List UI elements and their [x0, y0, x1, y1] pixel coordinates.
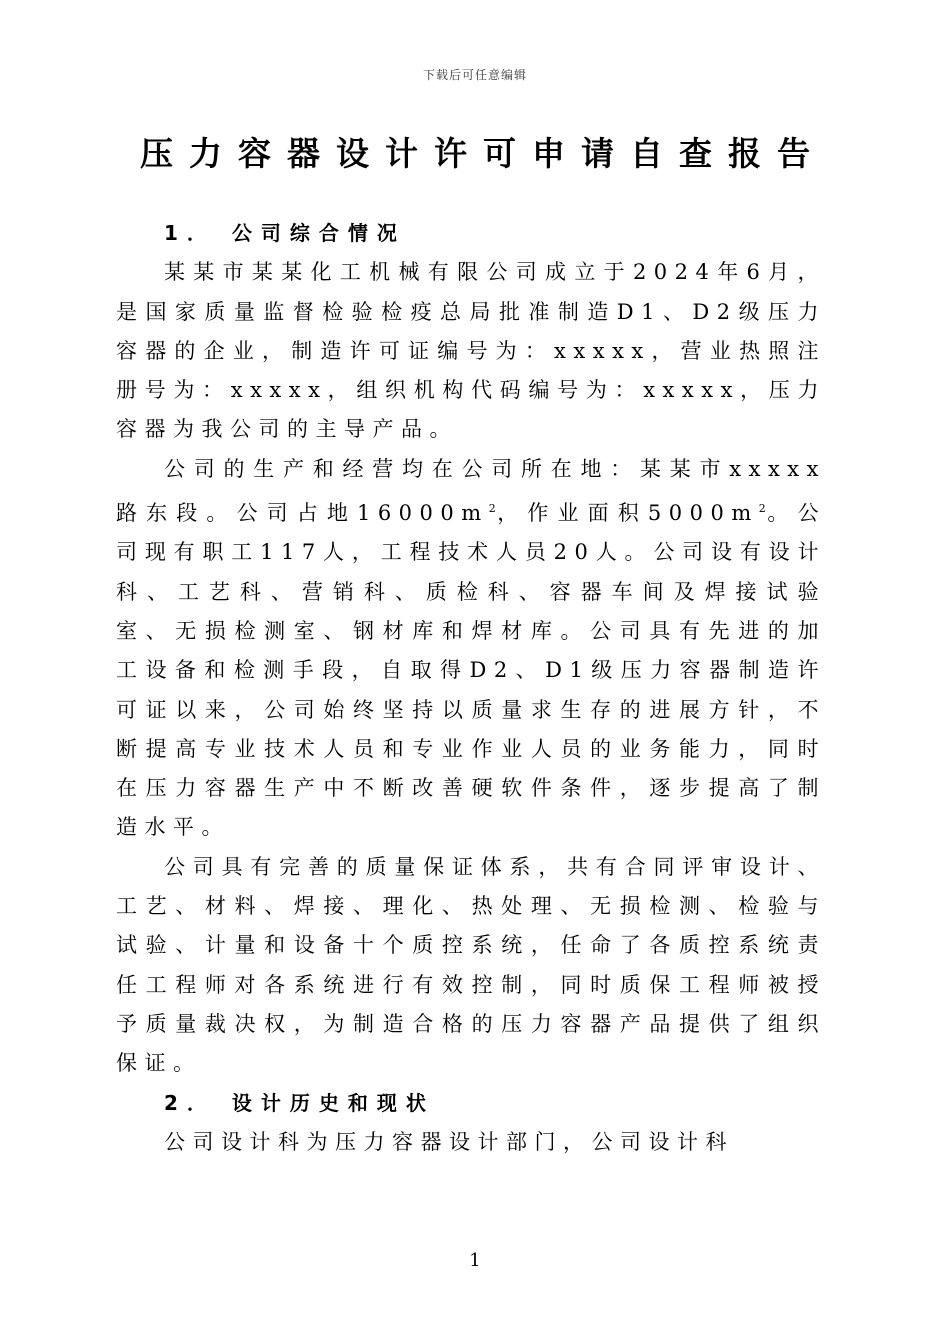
- document-body: [116, 214, 826, 1162]
- paragraph-2-text-c: 。公司现有职工117人，工程技术人员20人。公司设有设计科、工艺科、营销科、质检科、容器车间及焊接试验室、无损检测室、钢材库和焊材库。公司具有先进的加工设备和检测手段，自取得D2、D1级压力容器制造许可证以来，公司始终坚持以质量求生存的进展方针，不断提高专业技术人员和专业作业人员的业务能力，同时在压力容器生产中不断改善硬软件条件，逐步提高了制造水平。: [116, 501, 827, 840]
- section-1-paragraph-1: 某某市某某化工机械有限公司成立于2024年6月，是国家质量监督检验检疫总局批准制造D1、D2级压力容器的企业，制造许可证编号为：xxxxx，营业热照注册号为：xxxxx，组织机构代码编号为：xxxxx，压力容器为我公司的主导产品。: [116, 260, 826, 442]
- document-title: 压力容器设计许可申请自查报告: [140, 134, 826, 173]
- superscript-area-unit-1: 2: [488, 502, 496, 516]
- page-number: 1: [469, 1250, 481, 1271]
- paragraph-2-text-b: ，作业面积5000m: [495, 501, 759, 526]
- superscript-area-unit-2: 2: [758, 502, 766, 516]
- paragraph-2-text-a: 公司的生产和经营均在公司所在地：某某市xxxxx路东段。公司占地16000m: [116, 456, 826, 526]
- section-2-heading: 2． 设计历史和现状: [164, 1090, 435, 1115]
- section-1-paragraph-3: 公司具有完善的质量保证体系，共有合同评审设计、工艺、材料、焊接、理化、热处理、无损检测、检验与试验、计量和设备十个质控系统，任命了各质控系统责任工程师对各系统进行有效控制，同时质保工程师被授予质量裁决权，为制造合格的压力容器产品提供了组织保证。: [116, 854, 826, 1076]
- section-2-paragraph-1: 公司设计科为压力容器设计部门，公司设计科: [164, 1129, 734, 1154]
- section-1-heading: 1． 公司综合情况: [164, 221, 406, 245]
- section-1-paragraph-2: [116, 450, 826, 848]
- header-note: 下载后可任意编辑: [422, 68, 527, 82]
